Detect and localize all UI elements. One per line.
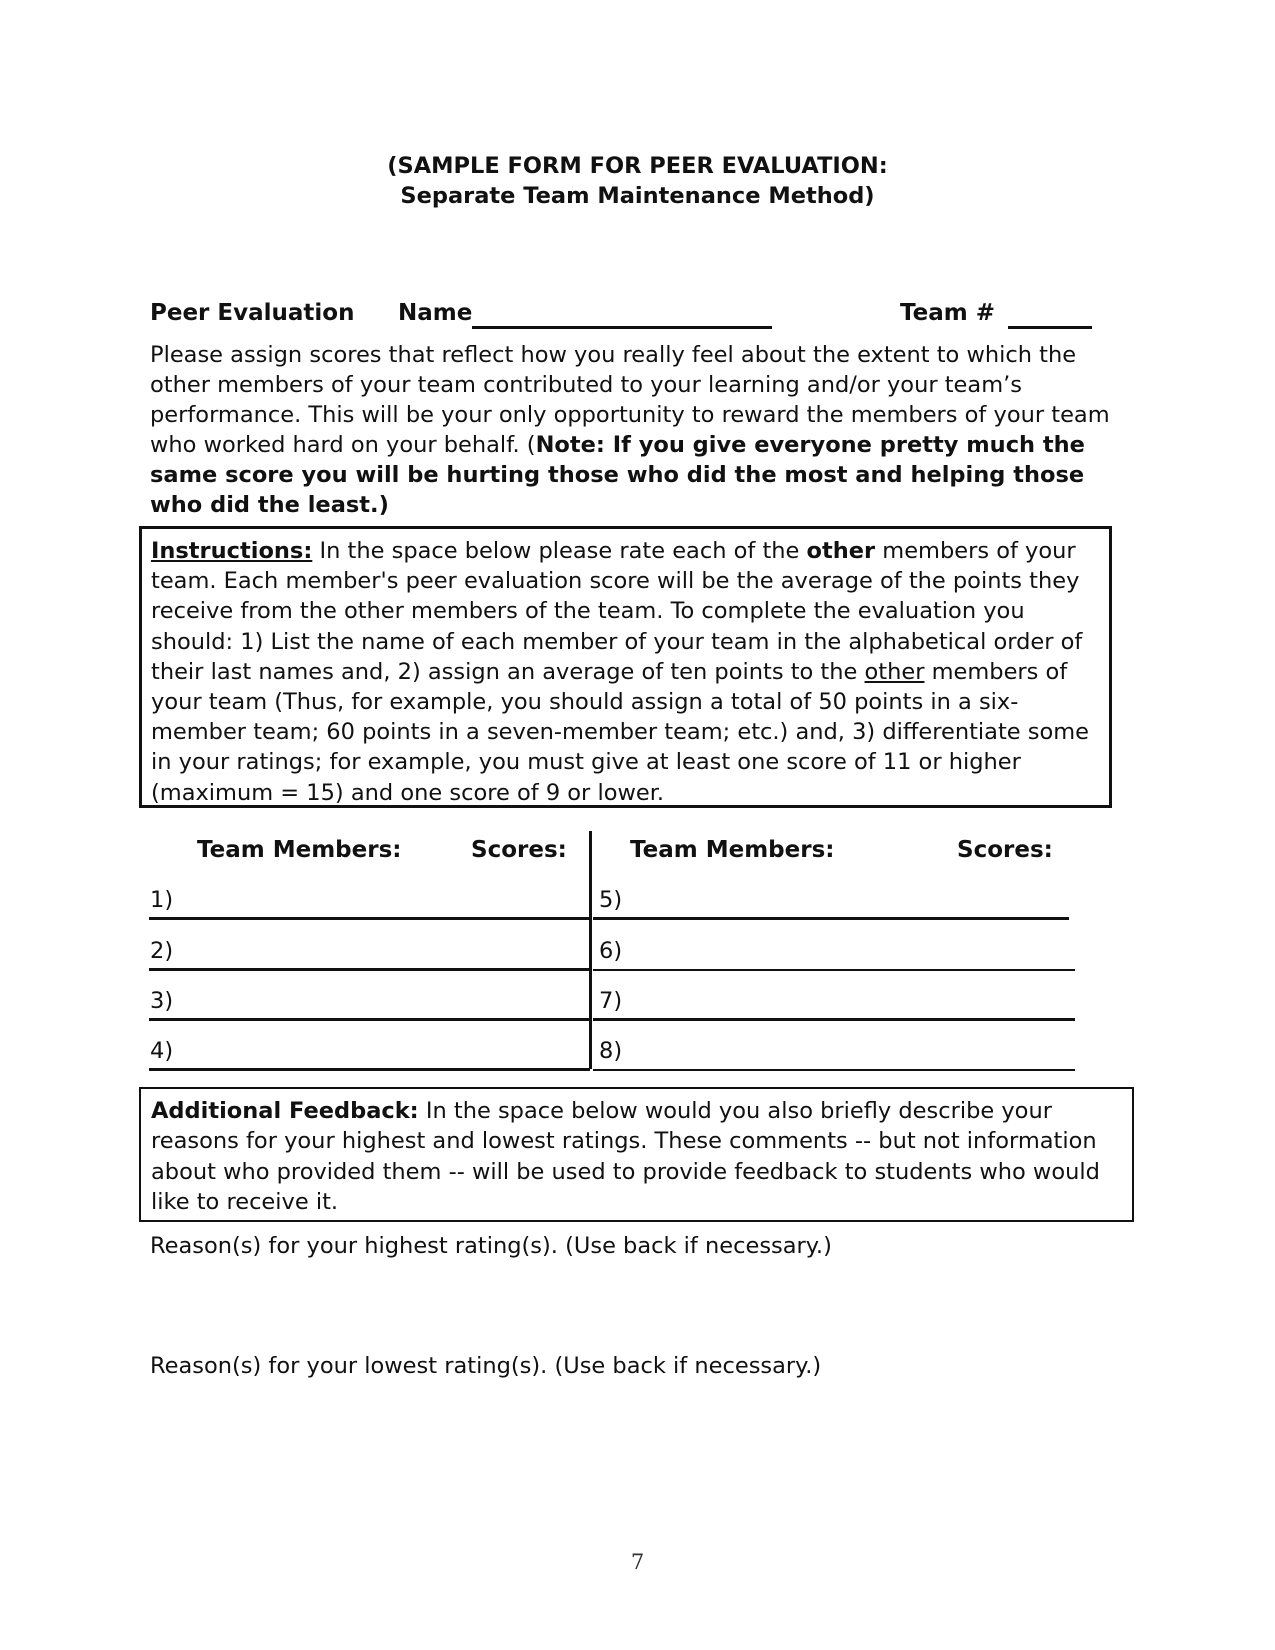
name-field-line[interactable]: [472, 326, 772, 329]
member-row-8[interactable]: [593, 1037, 1075, 1067]
member-row-number: 2): [150, 938, 174, 964]
additional-feedback-label: Additional Feedback:: [151, 1098, 419, 1124]
right-scores-header: Scores:: [957, 837, 1053, 863]
name-label: Name: [398, 300, 473, 326]
intro-paragraph: [150, 340, 1135, 520]
form-title-line-2: Separate Team Maintenance Method): [400, 183, 875, 209]
instructions-part-2: members of your team. Each member's peer evaluation score will be the average of the points they receive from the other members of the team. To complete the evaluation you should: 1) List the name of each member of your team in the alphabetical order of their last names and, 2) assign an average of ten points to the: [151, 538, 1083, 685]
instructions-text: [151, 536, 1106, 808]
left-members-header: Team Members:: [197, 837, 402, 863]
instructions-underlined-other: other: [864, 658, 925, 685]
peer-evaluation-label: Peer Evaluation: [150, 300, 355, 326]
additional-feedback-text: [151, 1096, 1126, 1217]
member-row-2[interactable]: [149, 937, 590, 967]
member-row-3[interactable]: [149, 987, 590, 1017]
intro-text: Please assign scores that reflect how you really feel about the extent to which the other members of your team contributed to your learning and/or your team’s performance. This will be your only opportunity to reward the members of your team who worked hard on your behalf. (: [150, 342, 1110, 458]
member-row-number: 3): [150, 988, 174, 1014]
intro-note: Note: If you give everyone pretty much the same score you will be hurting those who did the most and helping those who did the least.): [150, 432, 1085, 518]
member-row-1[interactable]: [149, 886, 590, 916]
member-row-4[interactable]: [149, 1037, 590, 1067]
member-row-number: 7): [599, 988, 623, 1014]
instructions-part-1: In the space below please rate each of the: [312, 538, 807, 564]
instructions-box: [139, 526, 1112, 808]
member-row-6[interactable]: [593, 937, 1075, 967]
additional-feedback-body: In the space below would you also briefly describe your reasons for your highest and lowest ratings. These comments -- but not information about who provided them -- will be used to provide feedback to students who would like to receive it.: [151, 1098, 1100, 1215]
member-row-number: 8): [599, 1038, 623, 1064]
member-row-number: 1): [150, 887, 174, 913]
left-scores-header: Scores:: [471, 837, 567, 863]
evaluator-header-row: [150, 300, 1100, 334]
page-number: 7: [630, 1550, 645, 1574]
lowest-rating-reason-prompt: Reason(s) for your lowest rating(s). (Use back if necessary.): [150, 1353, 822, 1379]
right-members-header: Team Members:: [630, 837, 835, 863]
instructions-part-3: members of your team (Thus, for example, you should assign a total of 50 points in a six-member team; 60 points in a seven-member team; etc.) and, 3) differentiate some in your ratings; for example, you must give at least one score of 11 or higher (maximum = 15) and one score of 9 or lower.: [151, 658, 1090, 806]
highest-rating-reason-prompt: Reason(s) for your highest rating(s). (Use back if necessary.): [150, 1233, 832, 1259]
team-number-field-line[interactable]: [1008, 326, 1092, 329]
member-row-number: 4): [150, 1038, 174, 1064]
member-row-number: 5): [599, 887, 623, 913]
member-row-7[interactable]: [593, 987, 1075, 1017]
team-number-label: Team #: [900, 300, 995, 326]
instructions-label: Instructions:: [151, 538, 313, 564]
member-row-number: 6): [599, 938, 623, 964]
form-title-line-1: (SAMPLE FORM FOR PEER EVALUATION:: [387, 153, 888, 179]
additional-feedback-box: [139, 1087, 1134, 1222]
member-row-5[interactable]: [593, 886, 1075, 916]
instructions-bold-other: other: [806, 538, 876, 564]
